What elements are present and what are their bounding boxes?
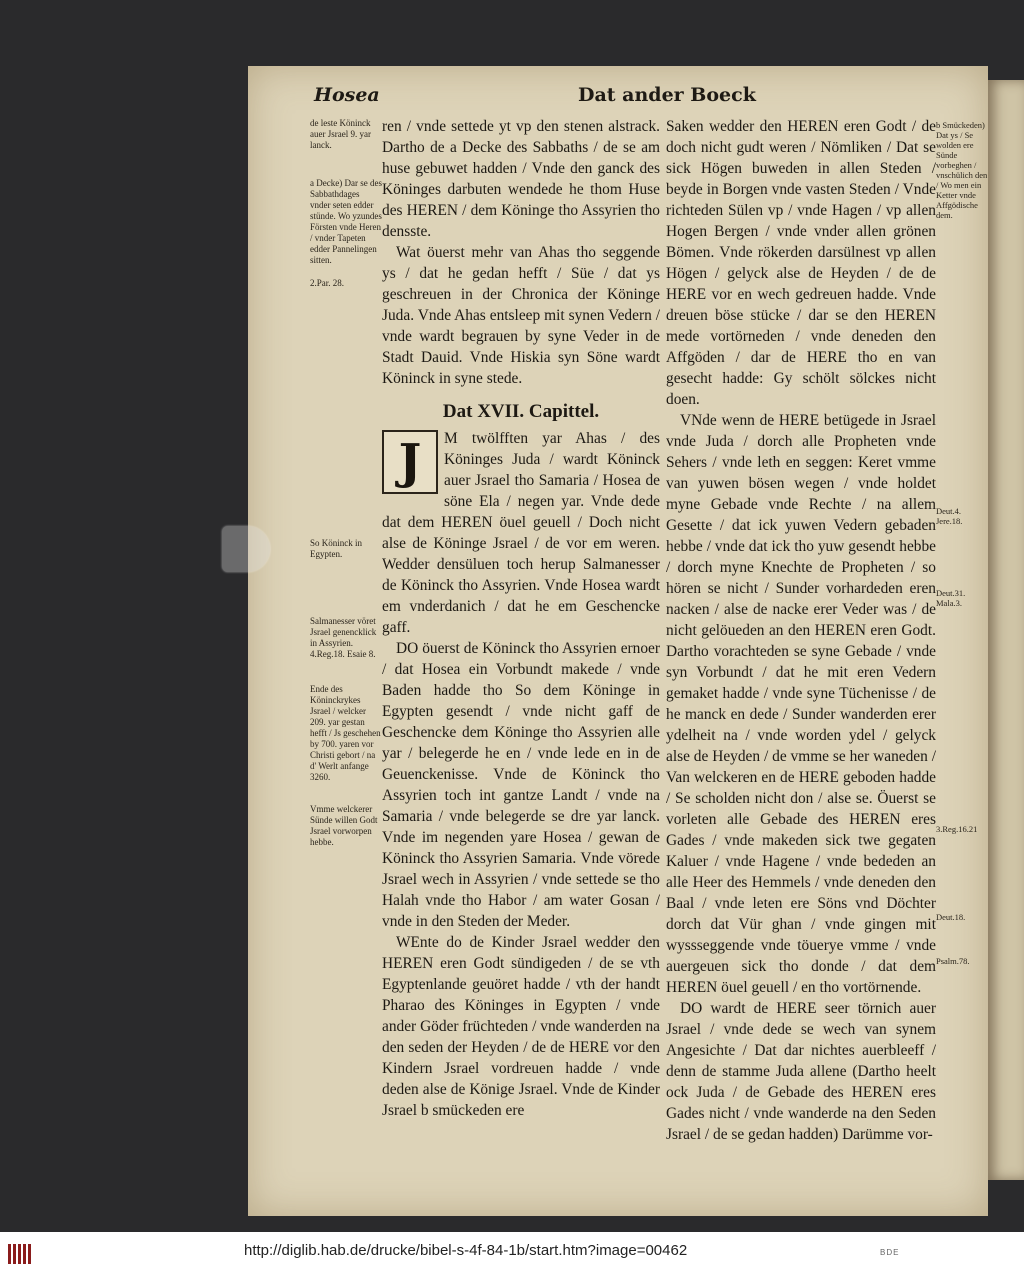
margin-note: So Köninck in Egypten. xyxy=(310,538,363,559)
margin-note: 3.Reg.16.21 xyxy=(936,824,978,834)
left-margin-notes xyxy=(310,118,382,848)
paragraph: Wat öuerst mehr van Ahas tho seggende ys / dat he gedan hefft / Süe / dat ys geschreuen in der Chronica der Köninge Juda. Vnde Ahas entsleep mit synen Vedern / vnde wardt begrauen by syne Veder in de Stadt Dauid. Vnde Hiskia syn Söne wardt Köninck in syne stede. xyxy=(382,244,660,387)
running-head-center: Dat ander Boeck xyxy=(578,84,756,106)
page-url[interactable]: http://diglib.hab.de/drucke/bibel-s-4f-84-1b/start.htm?image=00462 xyxy=(244,1242,688,1259)
paragraph: DO öuerst de Köninck tho Assyrien ernoer / dat Hosea ein Vorbundt makede / vnde Baden hadde tho So dem Köninge in Egypten gesendt / vnde nicht gaff de Geschencke dem Köninge tho Assyrien alle yar / belegerde he en / vnde lede en in de Geuenckenisse. Vnde de Köninck tho Assyrien toch int gantze Landt / vnde na Samaria / vnde belegerde se dre yar lanck. Vnde im negenden yare Hosea / gewan de Köninck tho Assyrien Samaria. Vnde vörede Jsrael wech in Assyrien / vnde settede se tho Halah vnde tho Habor / am water Gosan / vnde in den Steden der Meder. xyxy=(382,640,660,930)
running-head-left: Hosea xyxy=(314,84,380,106)
decorated-initial: J xyxy=(382,430,438,494)
margin-note: Deut.18. xyxy=(936,912,966,922)
library-logo-icon xyxy=(6,1240,36,1268)
margin-note: de leste Köninck auer Jsrael 9. yar lanck. xyxy=(310,118,371,150)
margin-note: Deut.4. Jere.18. xyxy=(936,506,963,526)
margin-note: Psalm.78. xyxy=(936,956,970,966)
margin-note: 2.Par. 28. xyxy=(310,278,345,288)
book-page xyxy=(248,66,988,1216)
text-column-right xyxy=(666,116,936,1145)
margin-note: Salmanesser vöret Jsrael genencklick in Assyrien. 4.Reg.18. Esaie 8. xyxy=(310,616,377,659)
page-clip xyxy=(222,526,270,572)
paragraph: Saken wedder den HEREN eren Godt / de doch nicht gudt weren / Nömliken / Dat se sick Högen buweden in allen Steden / beyde in Borgen vnde vasten Steden / Vnde richteden Sülen vp / vnde Hagen / vp allen Hogen Bergen / vnde vnder allen grönen Bömen. Vnde rökerden darsülnest vp allen Högen / gelyck alse de Heyden / de de HERE vor en wech gedreuen hadde. Vnde dreuen böse stücke / dar se den HEREN mede vortörneden / vnde deneden den Affgöden / dar de HERE tho en van gesecht hadde: Gy schölt sölckes nicht doen. xyxy=(666,118,936,408)
viewer-footer xyxy=(0,1232,1024,1272)
margin-note: b Smückeden) Dat ys / Se wolden ere Sünde vorbeghen / vnschülich den / Wo men ein Ketter vnde Affgödische dem. xyxy=(936,120,988,220)
chapter-heading: Dat XVII. Capittel. xyxy=(442,401,600,422)
footer-code: BDE xyxy=(880,1248,900,1257)
margin-note: Vmme welckerer Sünde willen Godt Jsrael vorworpen hebbe. xyxy=(310,804,378,847)
adjacent-page-edge xyxy=(988,80,1024,1180)
margin-note: Ende des Köninckrykes Jsrael / welcker 209. yar gestan hefft / Js geschehen by 700. yaren vor Christi gebort / na d' Werlt anfange 3260. xyxy=(310,684,381,782)
text-column-left xyxy=(382,116,660,1121)
paragraph: M twölfften yar Ahas / des Köninges Juda / wardt Köninck auer Jsrael tho Samaria / Hosea de söne Ela / negen yar. Vnde dede dat dem HEREN öuel geuell / Doch nicht alse de Köninge Jsrael / de vor em weren. Wedder densüluen toch herup Salmanesser de Köninck tho Assyrien. Vnde Hosea wardt em vnderdanich / dat he em Geschencke gaff. xyxy=(382,430,660,636)
margin-note: Deut.31. Mala.3. xyxy=(936,588,966,608)
paragraph: WEnte do de Kinder Jsrael wedder den HEREN eren Godt sündigeden / de se vth Egyptenlande geuöret hadde / vth der handt Pharao des Köninges in Egypten / vnde ander Göder früchteden / vnde wanderden na den seden der Heyden / de de HERE vor den Kindern Jsrael vordreuen hadde / vnde deden alse de Könige Jsrael. Vnde de Kinder Jsrael b smückeden ere xyxy=(382,934,660,1119)
margin-note: a Decke) Dar se des Sabbathdages vnder seten edder stünde. Wo yzundes Försten vnde Heren / vnder Tapeten edder Pannelingen sitten. xyxy=(310,178,382,265)
paragraph: DO wardt de HERE seer törnich auer Jsrael / vnde dede se wech van synem Angesichte / Dat dar nichtes auerbleeff / denn de stamme Juda allene (Dartho heelt ock Juda / de Gebade des HEREN eres Gades nicht / vnde wanderde na den Seden Jsrael / de se gedan hadden) Darümme vor- xyxy=(666,1000,936,1143)
paragraph: VNde wenn de HERE betügede in Jsrael vnde Juda / dorch alle Propheten vnde Sehers / vnde leth en seggen: Keret vmme van yuwen bösen wegen / vnde holdet myne Gebade vnde Rechte / na allem Gesette / dat ick yuwen Vedern gebaden hebbe / vnde dat ick tho yuw gesendt hebbe / dorch myne Knechte de Propheten / so hören se nicht / Sunder vorhardeden eren nacken / alse de nacke erer Veder was / de nicht gelöueden an den HEREN eren Godt. Dartho vorachteden se syne Gebade / vnde syn Vorbundt / dat he mit eren Vedern gemaket hadde / vnde syne Tüchenisse / de he manck en dede / Sunder wanderden erer ydelheit na / vnde worden ydel / gelyck alse de Heyden / de vmme se her waneden / Van welckeren en de HERE geboden hadde / Se scholden nicht don / alse se. Öuerst se vorleten alle Gebade des HEREN eres Gades / vnde makeden sick twe gegaten Kaluer / vnde Hagene / vnde bededen an alle Heer des Hemmels / vnde deneden den Baal / vnde leten ere Söns vnd Döchter dorch dat Vür ghan / vnde gingen mit wyssseggende vnde töuerye vmme / vnde auergeuen sick tho donde / dat dem HEREN öuel geuell / en tho vortörnende. xyxy=(666,412,936,996)
paragraph: ren / vnde settede yt vp den stenen alstrack. Dartho de a Decke des Sabbaths / de se am huse gebuwet hadden / Vnde den ganck des Köninges darbuten wendede he thom Huse des HEREN / dem Köninge tho Assyrien tho densste. xyxy=(382,118,660,240)
